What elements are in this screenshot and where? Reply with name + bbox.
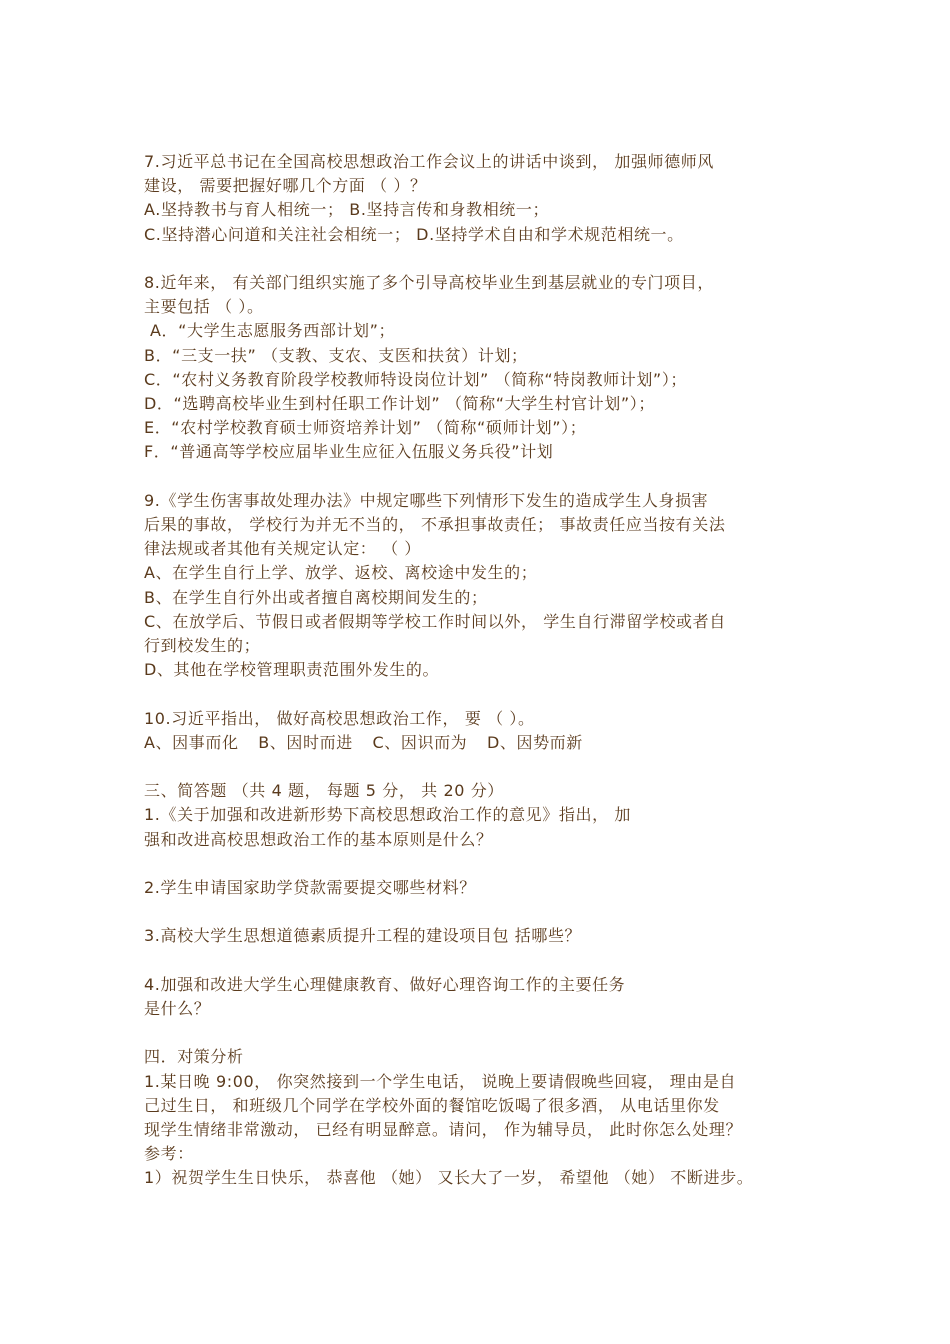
spacer [144, 755, 814, 779]
question-8-option-b: B．“三支一扶” （支教、支农、支医和扶贫）计划； [144, 345, 528, 365]
spacer [144, 900, 814, 924]
spacer [144, 1021, 814, 1045]
question-7 [144, 150, 814, 247]
case-1-line-2: 己过生日， 和班级几个同学在学校外面的餐馆吃饭喝了很多酒， 从电话里你发 [144, 1095, 720, 1115]
case-1-line-1: 1.某日晚 9:00， 你突然接到一个学生电话， 说晚上要请假晚些回寝， 理由是自 [144, 1071, 737, 1091]
question-10-options: A、因事而化 B、因时而进 C、因识而为 D、因势而新 [144, 732, 583, 752]
question-7-options-line-2: C.坚持潜心问道和关注社会相统一； D.坚持学术自由和学术规范相统一。 [144, 224, 684, 244]
case-1-line-3: 现学生情绪非常激动， 已经有明显醉意。请问， 作为辅导员， 此时你怎么处理？ [144, 1120, 743, 1139]
spacer [144, 465, 814, 489]
question-8-option-f: F．“普通高等学校应届毕业生应征入伍服义务兵役”计划 [144, 442, 554, 462]
question-8 [144, 271, 814, 465]
question-7-stem-line-1: 7.习近平总书记在全国高校思想政治工作会议上的讲话中谈到， 加强师德师风 [144, 152, 714, 171]
question-8-stem-line-1: 8.近年来， 有关部门组织实施了多个引导高校毕业生到基层就业的专门项目， [144, 273, 714, 292]
spacer [144, 247, 814, 271]
question-8-option-a: A．“大学生志愿服务西部计划”； [150, 321, 396, 341]
question-9-stem-line-2: 后果的事故， 学校行为并无不当的， 不承担事故责任； 事故责任应当按有关法 [144, 515, 726, 535]
question-9 [144, 489, 814, 683]
question-8-option-d: D．“选聘高校毕业生到村任职工作计划” （简称“大学生村官计划”）； [144, 394, 655, 414]
question-9-stem-line-1: 9.《学生伤害事故处理办法》中规定哪些下列情形下发生的造成学生人身损害 [144, 490, 709, 510]
short-answer-1-line-2: 强和改进高校思想政治工作的基本原则是什么？ [144, 829, 493, 849]
short-answer-3: 3.高校大学生思想道德素质提升工程的建设项目包 括哪些？ [144, 926, 582, 946]
reference-item-1: 1）祝贺学生生日快乐， 恭喜他 （她） 又长大了一岁， 希望他 （她） 不断进步。 [144, 1168, 754, 1188]
spacer [144, 949, 814, 973]
question-7-options-line-1: A.坚持教书与育人相统一； B.坚持言传和身教相统一； [144, 200, 550, 220]
question-9-stem-line-3: 律法规或者其他有关规定认定： （ ） [144, 539, 421, 559]
reference-label: 参考： [144, 1144, 194, 1164]
question-9-option-a: A、在学生自行上学、放学、返校、离校途中发生的； [144, 563, 538, 583]
short-answer-2: 2.学生申请国家助学贷款需要提交哪些材料？ [144, 878, 476, 898]
short-answer-1-line-1: 1.《关于加强和改进新形势下高校思想政治工作的意见》指出， 加 [144, 805, 631, 825]
question-9-option-c-line-1: C、在放学后、节假日或者假期等学校工作时间以外， 学生自行滞留学校或者自 [144, 611, 726, 631]
question-8-stem-line-2: 主要包括 （ ）。 [144, 297, 264, 317]
short-answer-4-line-1: 4.加强和改进大学生心理健康教育、做好心理咨询工作的主要任务 [144, 974, 626, 994]
question-7-stem-line-2: 建设， 需要把握好哪几个方面 （ ）？ [144, 176, 427, 196]
question-9-option-d: D、其他在学校管理职责范围外发生的。 [144, 660, 440, 680]
question-10 [144, 707, 814, 755]
question-8-option-c: C．“农村义务教育阶段学校教师特设岗位计划” （简称“特岗教师计划”）； [144, 369, 688, 389]
section-case-analysis [144, 1045, 814, 1190]
question-9-option-b: B、在学生自行外出或者擅自离校期间发生的； [144, 587, 488, 607]
spacer [144, 852, 814, 876]
question-9-option-c-line-2: 行到校发生的； [144, 636, 261, 656]
section-heading: 四．对策分析 [144, 1047, 244, 1067]
question-10-stem: 10.习近平指出， 做好高校思想政治工作， 要 （ ）。 [144, 708, 535, 728]
section-heading: 三、简答题 （共 4 题， 每题 5 分， 共 20 分） [144, 781, 504, 801]
document-page [144, 150, 814, 1191]
section-short-answer [144, 779, 814, 1021]
question-8-option-e: E．“农村学校教育硕士师资培养计划” （简称“硕师计划”）； [144, 418, 587, 438]
short-answer-4-line-2: 是什么？ [144, 999, 211, 1018]
spacer [144, 682, 814, 706]
